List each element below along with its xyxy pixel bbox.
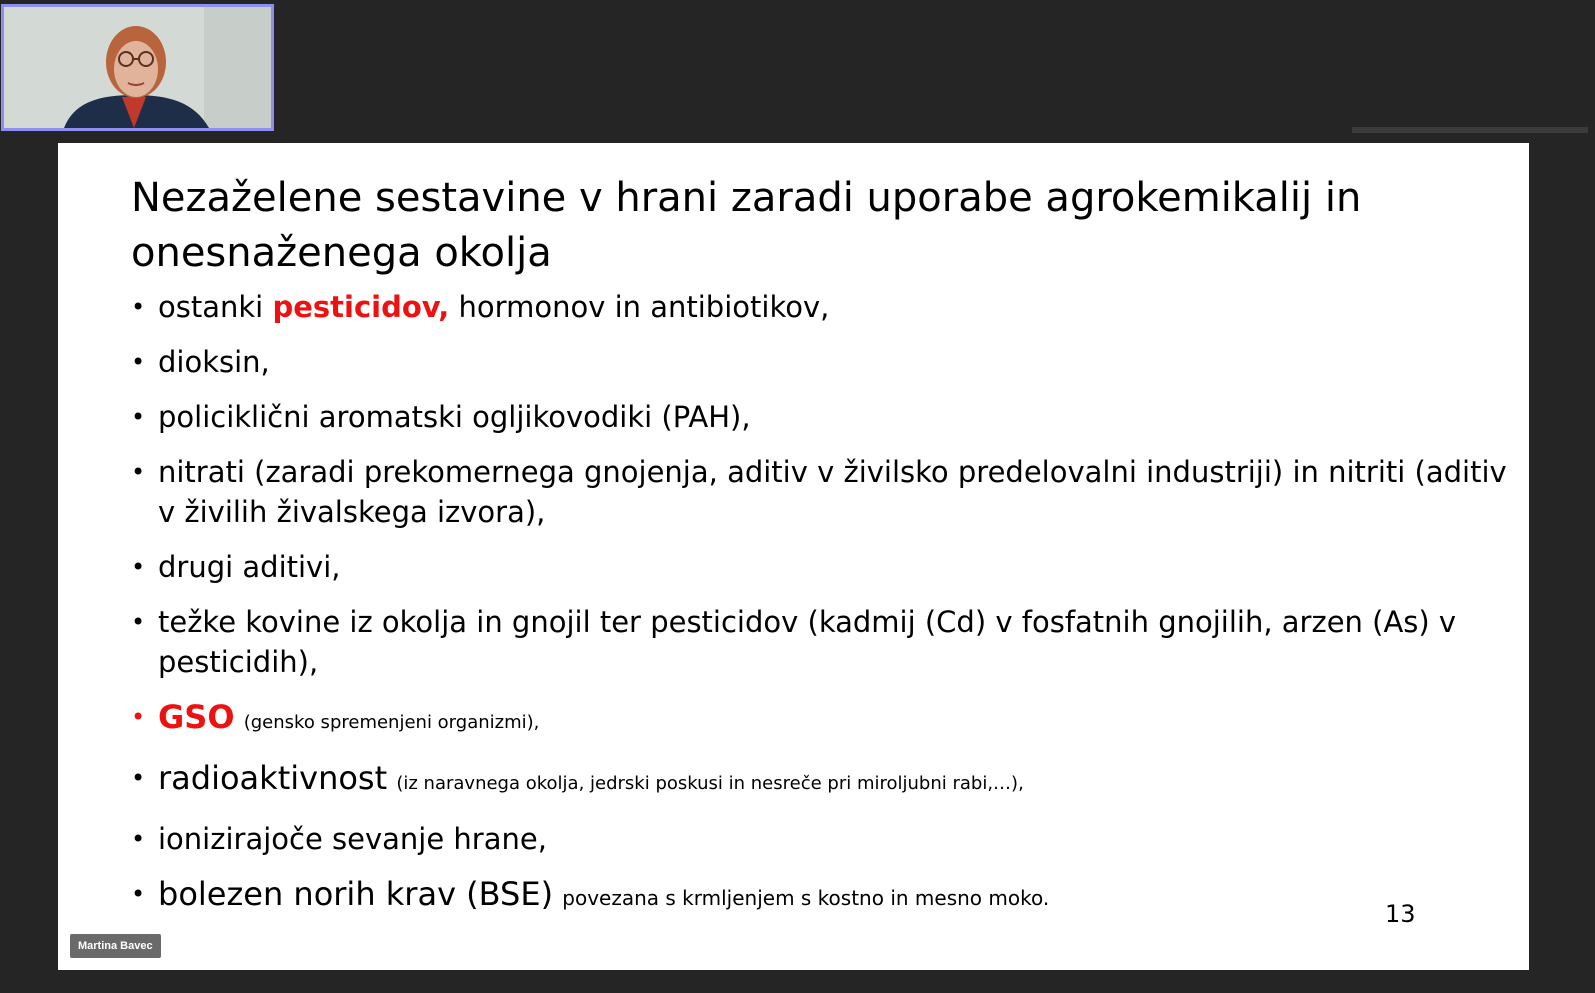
bullet-dot: • [131,553,146,581]
bullet-dot: • [131,458,146,486]
bullet-nitrates: • nitrati (zaradi prekomernega gnojenja, aditiv v živilsko predelovalni industriji) in nitriti (aditiv v živilih živalskega izvora), [131,452,1521,532]
bullet-dot: • [131,880,146,908]
bullet-dioxin: • dioksin, [131,342,1521,382]
bullet-dot: • [131,293,146,321]
presentation-slide [58,143,1529,970]
bullet-dot: • [131,764,146,792]
bullet-irradiation: • ionizirajoče sevanje hrane, [131,819,1521,859]
highlight-gso: GSO [158,698,235,736]
bullet-pah: • policiklični aromatski ogljikovodiki (PAH), [131,397,1521,437]
bullet-heavy-metals: • težke kovine iz okolja in gnojil ter pesticidov (kadmij (Cd) v fosfatnih gnojilih, arzen (As) v pesticidih), [131,602,1521,682]
bullet-dot: • [131,703,146,731]
bullet-gmo: • GSO (gensko spremenjeni organizmi), [131,698,540,736]
highlight-pesticides: pesticidov, [272,290,450,324]
slide-page-number: 13 [1385,900,1416,928]
bullet-pesticides: • ostanki pesticidov, hormonov in antibiotikov, [131,287,1521,327]
bullet-bse: • bolezen norih krav (BSE) povezana s krmljenjem s kostno in mesno moko. [131,875,1050,913]
bullet-dot: • [131,403,146,431]
participant-video-tile[interactable] [1,4,274,131]
top-right-indicator [1352,127,1588,133]
participant-video-image [4,7,271,128]
slide-title: Nezaželene sestavine v hrani zaradi uporabe agrokemikalij in onesnaženega okolja [131,175,1362,276]
participant-name-tag: Martina Bavec [70,934,161,958]
bullet-dot: • [131,825,146,853]
bullet-dot: • [131,348,146,376]
bullet-dot: • [131,608,146,636]
bullet-additives: • drugi aditivi, [131,547,1521,587]
slide-bullet-list [131,287,1521,933]
bullet-radioactivity: • radioaktivnost (iz naravnega okolja, jedrski poskusi in nesreče pri miroljubni rabi,…), [131,759,1024,797]
